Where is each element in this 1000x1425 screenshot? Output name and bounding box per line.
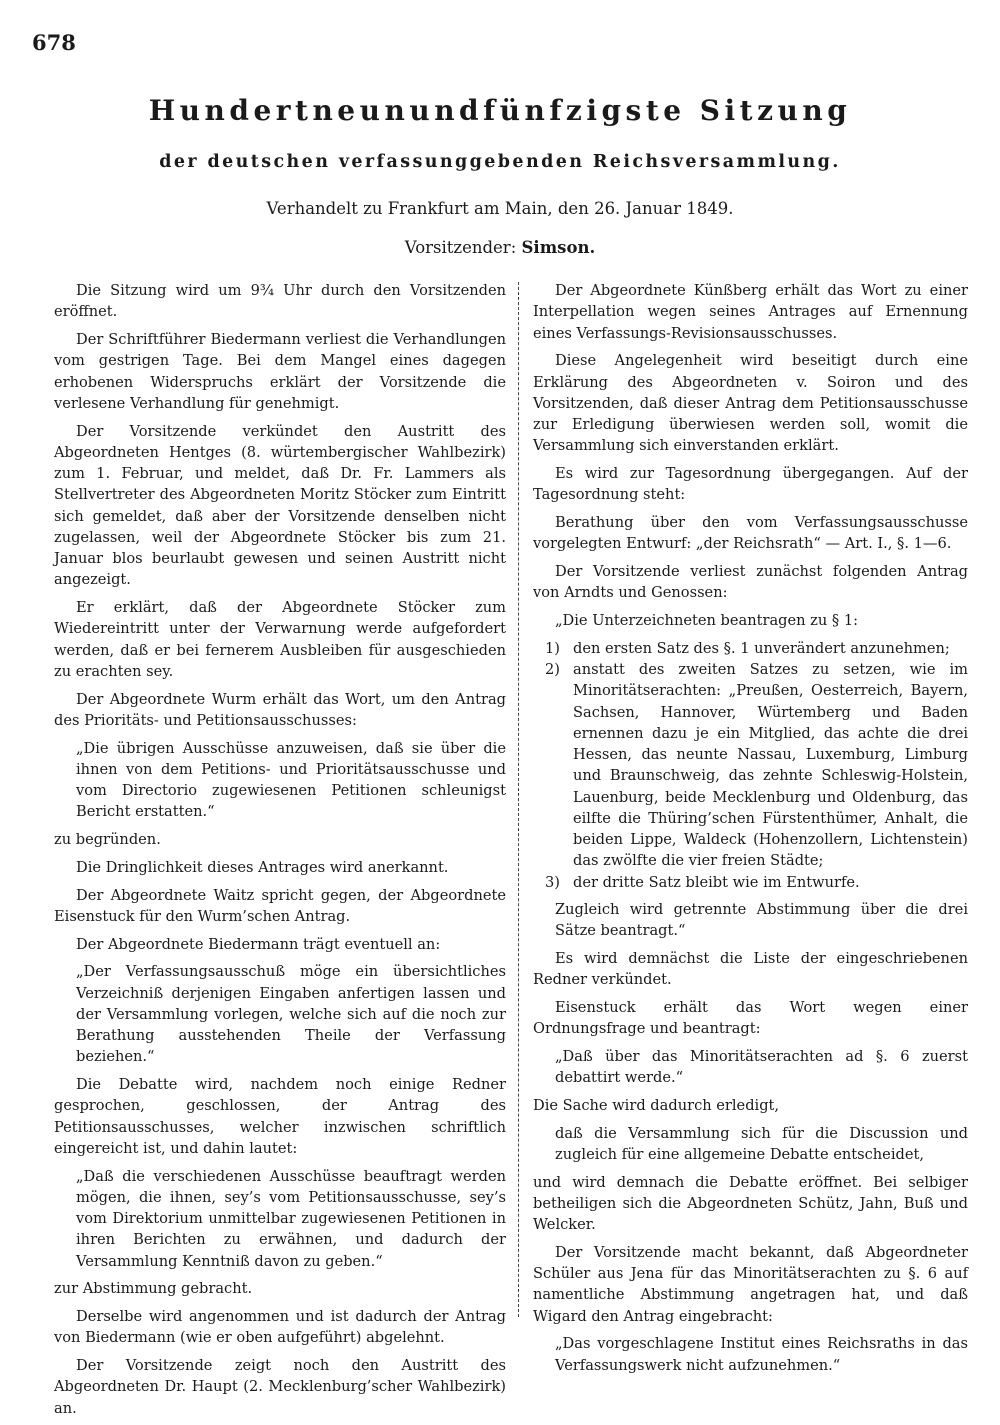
- paragraph: Der Abgeordnete Biedermann trägt eventuell an:: [76, 935, 441, 953]
- list-item-number: 3): [545, 873, 560, 891]
- dateline: Verhandelt zu Frankfurt am Main, den 26. Januar 1849.: [266, 199, 734, 218]
- list-item-number: 1): [545, 639, 560, 657]
- paragraph: Der Schriftführer Biedermann verliest die Verhandlungen vom gestrigen Tage. Bei dem Mangel eines dagegen erhobenen Widerspruchs erklärt der Vorsitzende die verlesene Verhandlung für genehmigt.: [54, 331, 506, 412]
- paragraph: Der Vorsitzende verliest zunächst folgenden Antrag von Arndts und Genossen:: [533, 563, 968, 602]
- paragraph: zur Abstimmung gebracht.: [54, 1280, 253, 1298]
- list-item: [533, 872, 968, 893]
- page-number: 678: [32, 30, 76, 55]
- paragraph: Berathung über den vom Verfassungsausschusse vorgelegten Entwurf: „der Reichsrath“ — Art. I., §. 1—6.: [533, 514, 968, 553]
- paragraph: Der Abgeordnete Wurm erhält das Wort, um den Antrag des Prioritäts- und Petitionsausschusses:: [54, 690, 506, 729]
- paragraph: Der Vorsitzende zeigt noch den Austritt des Abgeordneten Dr. Haupt (2. Mecklenburg’scher Wahlbezirk) an.: [54, 1357, 506, 1417]
- list-item-text: der dritte Satz bleibt wie im Entwurfe.: [573, 873, 860, 891]
- right-column-intro: [533, 280, 968, 631]
- paragraph: Eisenstuck erhält das Wort wegen einer Ordnungsfrage und beantragt:: [533, 998, 968, 1037]
- paragraph: Der Vorsitzende verkündet den Austritt des Abgeordneten Hentges (8. würtembergischer Wahlbezirk) zum 1. Februar, und meldet, daß Dr. Fr. Lammers als Stellvertreter des Abgeordneten Moritz Stöcker zum Eintritt sich gemeldet, daß aber der Vorsitzende denselben nicht zugelassen, weil der Abgeordnete Stöcker bis zum 21. Januar blos beurlaubt gewesen und seinen Austritt nicht angezeigt.: [54, 422, 506, 589]
- paragraph: „Das vorgeschlagene Institut eines Reichsraths in das Verfassungswerk nicht aufzunehmen.“: [555, 1335, 968, 1374]
- chair-label: Vorsitzender:: [404, 238, 517, 257]
- right-column-rest: [533, 899, 968, 1376]
- paragraph: Zugleich wird getrennte Abstimmung über die drei Sätze beantragt.“: [555, 900, 968, 939]
- chair-line: [0, 238, 1000, 257]
- paragraph: Die Sitzung wird um 9¾ Uhr durch den Vorsitzenden eröffnet.: [54, 282, 506, 321]
- paragraph: „Daß über das Minoritätserachten ad §. 6 zuerst debattirt werde.“: [555, 1047, 968, 1086]
- paragraph: zu begründen.: [54, 831, 161, 848]
- motion-list: [533, 638, 968, 893]
- paragraph: „Die Unterzeichneten beantragen zu § 1:: [555, 612, 859, 629]
- paragraph: Der Vorsitzende macht bekannt, daß Abgeordneter Schüler aus Jena für das Minoritätserachten zu §. 6 auf namentliche Abstimmung angetragen hat, und daß Wigard den Antrag eingebracht:: [533, 1243, 968, 1325]
- paragraph: Es wird zur Tagesordnung übergegangen. Auf der Tagesordnung steht:: [533, 465, 968, 504]
- paragraph: Der Abgeordnete Waitz spricht gegen, der Abgeordnete Eisenstuck für den Wurm’schen Antrag.: [54, 886, 506, 925]
- paragraph: Die Debatte wird, nachdem noch einige Redner gesprochen, geschlossen, der Antrag des Petitionsausschusses, welcher inzwischen schriftlich eingereicht ist, und dahin lautet:: [54, 1076, 506, 1157]
- paragraph: „Der Verfassungsausschuß möge ein übersichtliches Verzeichniß derjenigen Eingaben anfertigen lassen und der Versammlung vorlegen, welche sich auf die noch zur Berathung ausstehenden Theile der Verfassung beziehen.“: [76, 963, 506, 1066]
- paragraph: Die Dringlichkeit dieses Antrages wird anerkannt.: [76, 858, 449, 876]
- paragraph: Derselbe wird angenommen und ist dadurch der Antrag von Biedermann (wie er oben aufgeführt) abgelehnt.: [54, 1308, 506, 1347]
- paragraph: Diese Angelegenheit wird beseitigt durch eine Erklärung des Abgeordneten v. Soiron und des Vorsitzenden, daß dieser Antrag dem Petitionsausschusse zur Erledigung überwiesen werden soll, womit die Versammlung sich einverstanden erklärt.: [533, 352, 968, 455]
- paragraph: Er erklärt, daß der Abgeordnete Stöcker zum Wiedereintritt unter der Verwarnung werde aufgefordert werden, daß er bei fernerem Ausbleiben für ausgeschieden zu erachten sey.: [54, 599, 506, 680]
- paragraph: „Die übrigen Ausschüsse anzuweisen, daß sie über die ihnen von dem Petitions- und Prioritätsausschusse und vom Directorio zugewiesenen Petitionen schleunigst Bericht erstatten.“: [76, 739, 506, 821]
- left-column: [54, 280, 506, 1425]
- paragraph: „Daß die verschiedenen Ausschüsse beauftragt werden mögen, die ihnen, sey’s vom Petitionsausschusse, sey’s vom Direktorium unmittelbar zugewiesenen Petitionen in ihren Berichten zu erwähnen, und dadurch der Versammlung Kenntniß davon zu geben.“: [76, 1167, 506, 1270]
- chair-name: Simson.: [521, 238, 596, 257]
- list-item-text: den ersten Satz des §. 1 unverändert anzunehmen;: [573, 639, 950, 657]
- list-item: [533, 638, 968, 659]
- list-item: [533, 659, 968, 872]
- paragraph: Es wird demnächst die Liste der eingeschriebenen Redner verkündet.: [533, 949, 968, 988]
- paragraph: daß die Versammlung sich für die Discussion und zugleich für eine allgemeine Debatte entscheidet,: [555, 1124, 968, 1163]
- list-item-text: anstatt des zweiten Satzes zu setzen, wie im Minoritätserachten: „Preußen, Oesterreich, Bayern, Sachsen, Hannover, Würtemberg und Baden ernennen dazu je ein Mitglied, das achte die drei Hessen, das neunte Nassau, Luxemburg, Limburg und Braunschweig, das zehnte Schleswig-Holstein, Lauenburg, beide Mecklenburg und Oldenburg, das eilfte die Thüring’schen Fürstenthümer, Anhalt, die beiden Lippe, Waldeck (Hohenzollern, Lichtenstein) das zwölfte die vier freien Städte;: [573, 661, 968, 870]
- paragraph: und wird demnach die Debatte eröffnet. Bei selbiger betheiligen sich die Abgeordneten Schütz, Jahn, Buß und Welcker.: [533, 1173, 968, 1233]
- session-title: Hundertneunundfünfzigste Sitzung: [148, 94, 852, 127]
- assembly-subtitle: der deutschen verfassunggebenden Reichsversammlung.: [159, 152, 841, 172]
- paragraph: Der Abgeordnete Künßberg erhält das Wort zu einer Interpellation wegen seines Antrages auf Ernennung eines Verfassungs-Revisionsausschusses.: [533, 282, 968, 342]
- column-divider: [518, 282, 519, 1317]
- list-item-number: 2): [545, 661, 560, 678]
- right-column: [533, 280, 968, 1382]
- paragraph: Die Sache wird dadurch erledigt,: [533, 1096, 780, 1114]
